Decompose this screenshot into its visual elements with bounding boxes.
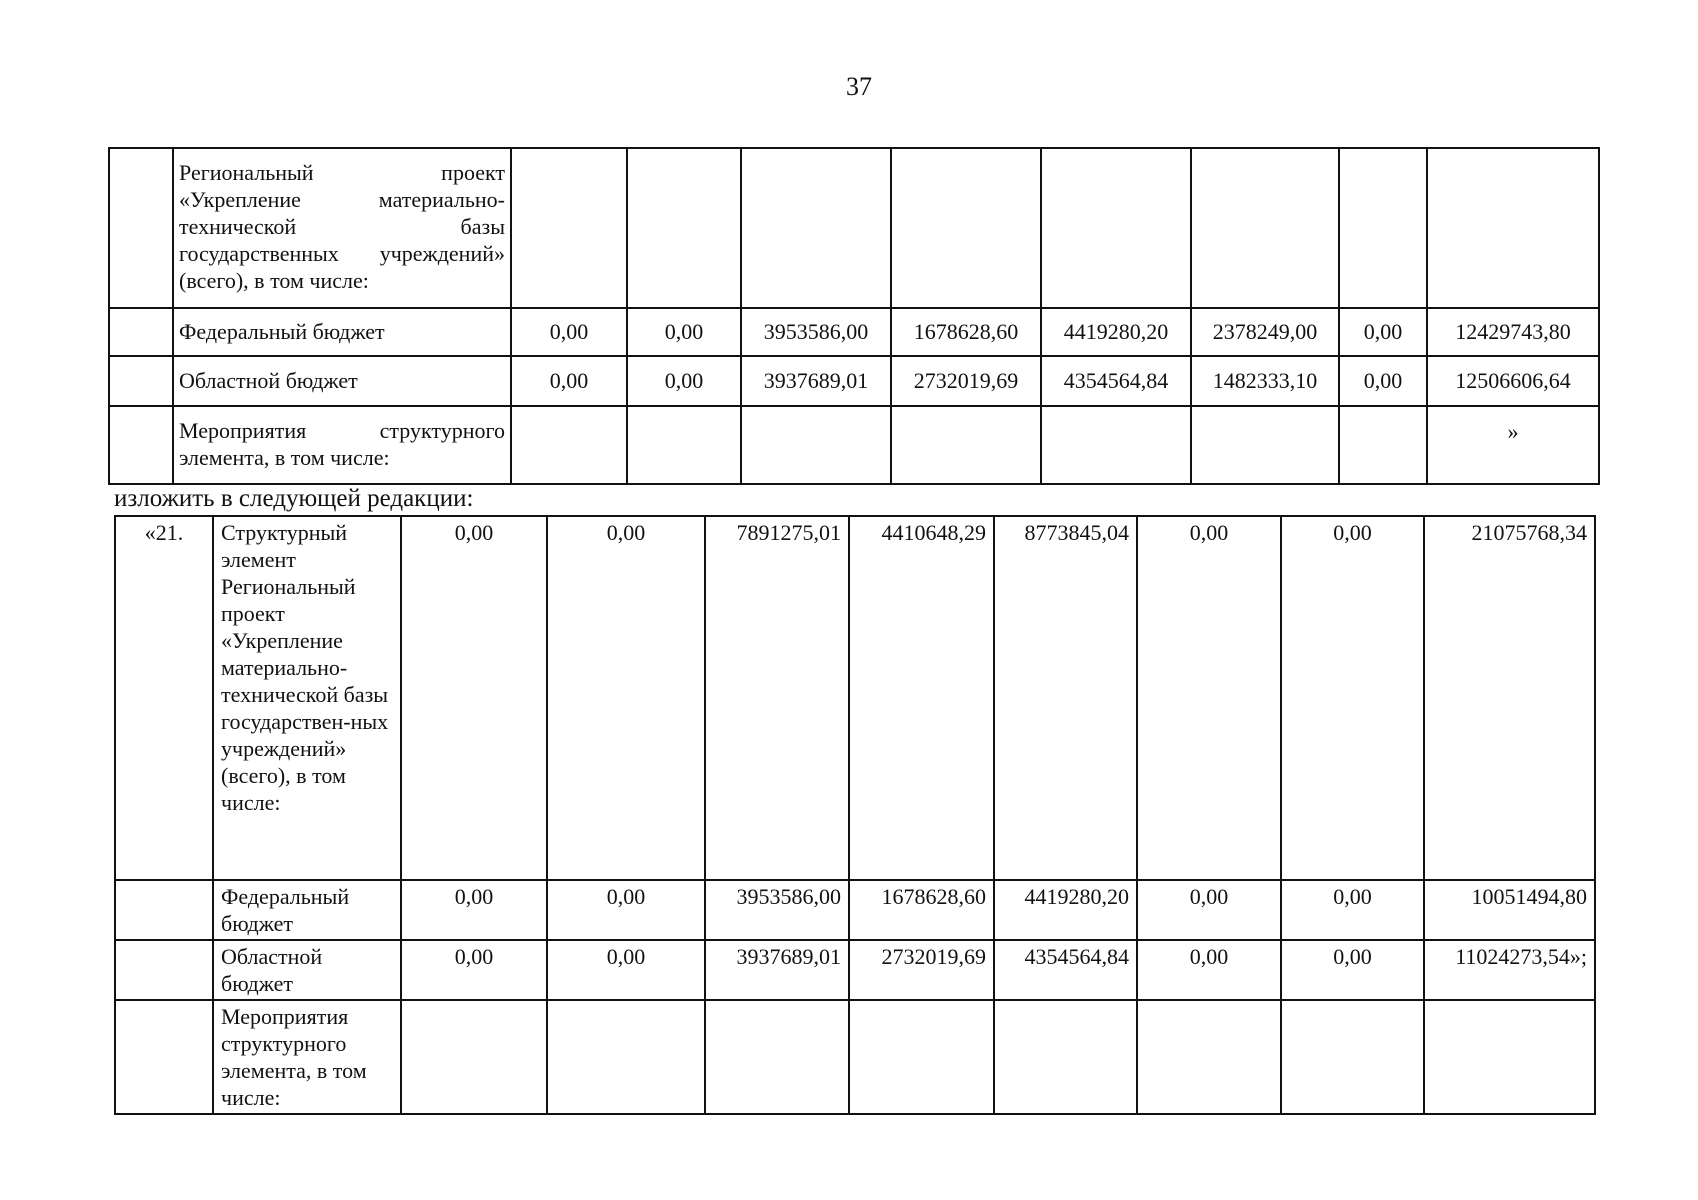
number-cell xyxy=(109,148,173,308)
value-cell xyxy=(1041,148,1191,308)
value-cell: 12429743,80 xyxy=(1427,308,1599,356)
value-cell: 11024273,54»; xyxy=(1424,940,1595,1000)
value-cell: 4419280,20 xyxy=(994,880,1137,940)
value-cell: 0,00 xyxy=(547,880,705,940)
value-cell xyxy=(1427,148,1599,308)
value-cell xyxy=(1281,1000,1424,1114)
header-line: Региональный проект xyxy=(179,160,505,185)
row-label: Структурный элемент Региональный проект «Укрепление материально-технической базы государствен-ных учреждений» (всего), в том числе: xyxy=(213,516,401,880)
page-number: 37 xyxy=(846,72,872,101)
value-cell xyxy=(1137,1000,1281,1114)
value-cell xyxy=(627,406,741,484)
value-cell xyxy=(1191,406,1339,484)
value-cell: 0,00 xyxy=(1281,516,1424,880)
value-cell: 3937689,01 xyxy=(705,940,849,1000)
value-cell: 10051494,80 xyxy=(1424,880,1595,940)
measures-line: элемента, в том числе: xyxy=(179,445,390,470)
value-cell: 0,00 xyxy=(1137,940,1281,1000)
value-cell xyxy=(511,406,627,484)
number-cell xyxy=(115,1000,213,1114)
header-line: (всего), в том числе: xyxy=(179,268,369,293)
value-cell: 0,00 xyxy=(511,356,627,406)
value-cell xyxy=(1339,406,1427,484)
value-cell xyxy=(547,1000,705,1114)
value-cell: 0,00 xyxy=(1281,940,1424,1000)
value-cell xyxy=(1424,1000,1595,1114)
value-cell: 4354564,84 xyxy=(994,940,1137,1000)
value-cell: 0,00 xyxy=(511,308,627,356)
header-line: технической базы xyxy=(179,214,505,239)
value-cell: 0,00 xyxy=(1339,356,1427,406)
value-cell xyxy=(891,406,1041,484)
row-label: Областной бюджет xyxy=(173,356,511,406)
old-federal-row xyxy=(109,308,1599,356)
value-cell: 1482333,10 xyxy=(1191,356,1339,406)
value-cell xyxy=(1191,148,1339,308)
value-cell: 2732019,69 xyxy=(849,940,994,1000)
new-federal-row xyxy=(115,880,1595,940)
row-number: «21. xyxy=(115,516,213,880)
value-cell: 21075768,34 xyxy=(1424,516,1595,880)
value-cell: 4354564,84 xyxy=(1041,356,1191,406)
value-cell: 0,00 xyxy=(1339,308,1427,356)
value-cell: 3953586,00 xyxy=(741,308,891,356)
value-cell: 2732019,69 xyxy=(891,356,1041,406)
value-cell xyxy=(741,148,891,308)
value-cell xyxy=(994,1000,1137,1114)
header-line: государственных учреждений» xyxy=(179,241,505,266)
closing-quote: » xyxy=(1427,406,1599,484)
row-label: Федеральный бюджет xyxy=(173,308,511,356)
number-cell xyxy=(109,356,173,406)
value-cell xyxy=(741,406,891,484)
value-cell xyxy=(849,1000,994,1114)
row-label: Областной бюджет xyxy=(213,940,401,1000)
measures-description xyxy=(173,406,511,484)
value-cell xyxy=(511,148,627,308)
value-cell: 0,00 xyxy=(1281,880,1424,940)
old-table xyxy=(108,147,1600,485)
new-main-row xyxy=(115,516,1595,880)
value-cell: 0,00 xyxy=(547,516,705,880)
value-cell: 0,00 xyxy=(401,940,547,1000)
value-cell: 0,00 xyxy=(401,880,547,940)
value-cell: 3937689,01 xyxy=(741,356,891,406)
number-cell xyxy=(115,940,213,1000)
value-cell: 8773845,04 xyxy=(994,516,1137,880)
value-cell: 4410648,29 xyxy=(849,516,994,880)
value-cell: 1678628,60 xyxy=(849,880,994,940)
old-measures-row xyxy=(109,406,1599,484)
value-cell: 0,00 xyxy=(627,308,741,356)
value-cell xyxy=(1041,406,1191,484)
value-cell: 0,00 xyxy=(627,356,741,406)
value-cell: 0,00 xyxy=(1137,880,1281,940)
new-table xyxy=(114,515,1596,1115)
old-regional-row xyxy=(109,356,1599,406)
row-label: Мероприятия структурного элемента, в том числе: xyxy=(213,1000,401,1114)
value-cell: 7891275,01 xyxy=(705,516,849,880)
value-cell xyxy=(891,148,1041,308)
value-cell xyxy=(627,148,741,308)
header-line: «Укрепление материально- xyxy=(179,187,505,212)
new-regional-row xyxy=(115,940,1595,1000)
old-header-row xyxy=(109,148,1599,308)
new-measures-row xyxy=(115,1000,1595,1114)
value-cell: 0,00 xyxy=(1137,516,1281,880)
number-cell xyxy=(109,406,173,484)
value-cell xyxy=(1339,148,1427,308)
value-cell: 12506606,64 xyxy=(1427,356,1599,406)
number-cell xyxy=(109,308,173,356)
header-description xyxy=(173,148,511,308)
value-cell: 0,00 xyxy=(401,516,547,880)
number-cell xyxy=(115,880,213,940)
value-cell xyxy=(705,1000,849,1114)
measures-line: Мероприятия структурного xyxy=(179,418,505,443)
value-cell: 0,00 xyxy=(547,940,705,1000)
value-cell: 2378249,00 xyxy=(1191,308,1339,356)
value-cell: 1678628,60 xyxy=(891,308,1041,356)
value-cell: 3953586,00 xyxy=(705,880,849,940)
row-label: Федеральный бюджет xyxy=(213,880,401,940)
value-cell xyxy=(401,1000,547,1114)
intro-text: изложить в следующей редакции: xyxy=(114,485,474,512)
value-cell: 4419280,20 xyxy=(1041,308,1191,356)
